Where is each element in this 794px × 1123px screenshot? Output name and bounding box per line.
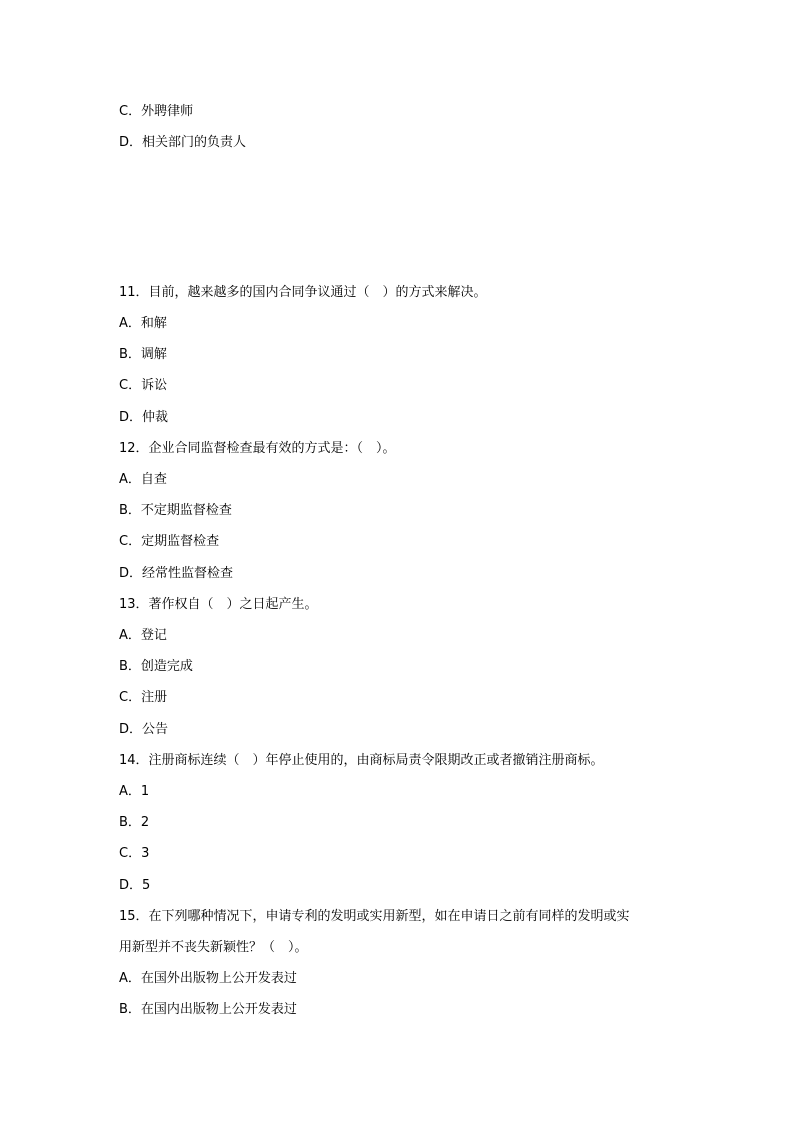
option-c-q10: C．外聘律师 [119, 104, 194, 119]
option-c-q12: C．定期监督检查 [119, 534, 220, 549]
question-15-line-1: 15．在下列哪种情况下，申请专利的发明或实用新型，如在申请日之前有同样的发明或实 [119, 909, 630, 924]
question-13: 13．著作权自（ ）之日起产生。 [119, 597, 318, 612]
option-d-q13: D．公告 [119, 722, 169, 737]
option-b-q14: B．2 [119, 815, 150, 830]
option-a-q15: A．在国外出版物上公开发表过 [119, 971, 297, 986]
question-12: 12．企业合同监督检查最有效的方式是：（ ）。 [119, 441, 396, 456]
option-a-q14: A．1 [119, 784, 150, 799]
option-d-q11: D．仲裁 [119, 410, 169, 425]
question-15-line-2: 用新型并不丧失新颖性？（ ）。 [119, 940, 308, 955]
option-d-q14: D．5 [119, 878, 151, 893]
option-b-q12: B．不定期监督检查 [119, 503, 232, 518]
option-a-q12: A．自查 [119, 472, 167, 487]
option-d-q12: D．经常性监督检查 [119, 566, 234, 581]
option-a-q13: A．登记 [119, 628, 167, 643]
option-a-q11: A．和解 [119, 316, 167, 331]
option-c-q14: C．3 [119, 846, 150, 861]
option-b-q11: B．调解 [119, 347, 167, 362]
question-11: 11．目前，越来越多的国内合同争议通过（ ）的方式来解决。 [119, 285, 487, 300]
option-c-q13: C．注册 [119, 690, 168, 705]
option-d-q10: D．相关部门的负责人 [119, 135, 247, 150]
option-b-q13: B．创造完成 [119, 659, 193, 674]
question-14: 14．注册商标连续（ ）年停止使用的，由商标局责令限期改正或者撤销注册商标。 [119, 753, 604, 768]
option-b-q15: B．在国内出版物上公开发表过 [119, 1002, 297, 1017]
option-c-q11: C．诉讼 [119, 378, 168, 393]
